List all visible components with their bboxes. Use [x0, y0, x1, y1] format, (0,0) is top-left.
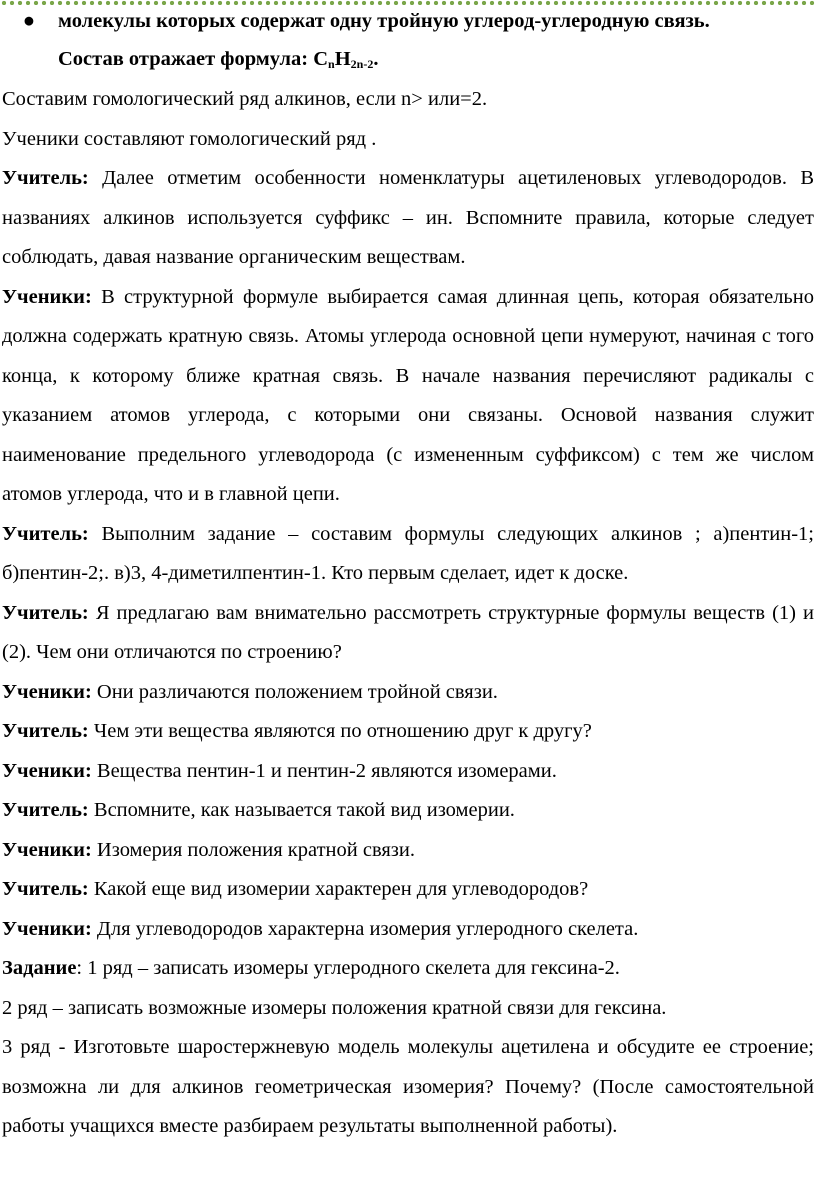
speaker-label: Учитель:	[2, 799, 89, 821]
speaker-label: Учитель:	[2, 720, 89, 742]
speaker-label: Учитель:	[2, 167, 89, 189]
paragraph	[2, 870, 814, 910]
formula-h: H	[334, 48, 351, 70]
paragraph	[2, 712, 814, 752]
paragraph-text: Какой еще вид изомерии характерен для углеводородов?	[93, 878, 589, 900]
formula-sub-2n2: 2n-2	[350, 57, 374, 71]
paragraph-text: Ученики составляют гомологический ряд .	[2, 127, 377, 150]
speaker-label: Ученики:	[2, 917, 92, 940]
lesson-text	[2, 80, 814, 1147]
decorative-top-border	[0, 0, 816, 5]
paragraph-text: Для углеводородов характерна изомерия углеродного скелета.	[96, 917, 639, 940]
paragraph	[2, 515, 814, 594]
paragraph-text: 2 ряд – записать возможные изомеры положения кратной связи для гексина.	[2, 996, 667, 1019]
paragraph	[2, 80, 814, 120]
speaker-label: Ученики:	[2, 285, 92, 308]
paragraph	[2, 673, 814, 713]
speaker-label: Ученики:	[2, 680, 92, 703]
paragraph	[2, 910, 814, 950]
speaker-label: Учитель:	[2, 878, 89, 900]
formula-sub-n: n	[328, 57, 335, 71]
paragraph-text: Изомерия положения кратной связи.	[96, 838, 415, 861]
speaker-label: Учитель:	[2, 522, 89, 545]
paragraph-text: Они различаются положением тройной связи.	[96, 680, 498, 703]
paragraph-text: В структурной формуле выбирается самая длинная цепь, которая обязательно должна содержать кратную связь. Атомы углерода основной цепи нумеруют, начиная с того конца, к которому ближе кратная связь. В начале названия перечисляют радикалы с указанием атомов углерода, с которыми они связаны. Основой названия служит наименование предельного углеводорода (с измененным суффиксом) с тем же числом атомов углерода, что и в главной цепи.	[2, 285, 815, 505]
paragraph-text: : 1 ряд – записать изомеры углеродного скелета для гексина-2.	[76, 957, 620, 979]
paragraph-text: Вспомните, как называется такой вид изомерии.	[93, 799, 515, 821]
bullet-item	[0, 6, 816, 36]
paragraph	[2, 989, 814, 1029]
paragraph	[2, 752, 814, 792]
formula-prefix: Состав отражает формула: C	[58, 48, 329, 70]
paragraph-text: Чем эти вещества являются по отношению друг к другу?	[93, 720, 592, 742]
bullet-icon: ●	[22, 10, 36, 32]
paragraph	[2, 120, 814, 160]
bullet-text: молекулы которых содержат одну тройную углерод-углеродную связь.	[58, 10, 710, 32]
paragraph	[2, 831, 814, 871]
paragraph-text: Далее отметим особенности номенклатуры ацетиленовых углеводородов. В названиях алкинов используется суффикс – ин. Вспомните правила, которые следует соблюдать, давая название органическим веществам.	[2, 167, 814, 268]
speaker-label: Учитель:	[2, 601, 89, 624]
formula-end: .	[373, 48, 379, 70]
formula-line	[58, 44, 378, 79]
paragraph-text: Вещества пентин-1 и пентин-2 являются изомерами.	[96, 759, 557, 782]
task-label: Задание	[2, 957, 77, 979]
paragraph	[2, 159, 814, 278]
paragraph-text: Я предлагаю вам внимательно рассмотреть структурные формулы веществ (1) и (2). Чем они отличаются по строению?	[2, 601, 815, 663]
paragraph	[2, 949, 814, 989]
speaker-label: Ученики:	[2, 838, 92, 861]
paragraph	[2, 1028, 814, 1147]
speaker-label: Ученики:	[2, 759, 92, 782]
paragraph	[2, 278, 814, 515]
paragraph-text: Составим гомологический ряд алкинов, если n> или=2.	[2, 88, 488, 110]
paragraph-text: Выполним задание – составим формулы следующих алкинов ; а)пентин-1; б)пентин-2;. в)3, 4-диметилпентин-1. Кто первым сделает, идет к доске.	[2, 522, 815, 584]
paragraph-text: 3 ряд - Изготовьте шаростержневую модель молекулы ацетилена и обсудите ее строение; возможна ли для алкинов геометрическая изомерия? Почему? (После самостоятельной работы учащихся вместе разбираем результаты выполненной работы).	[2, 1036, 814, 1137]
paragraph	[2, 791, 814, 831]
paragraph	[2, 594, 814, 673]
